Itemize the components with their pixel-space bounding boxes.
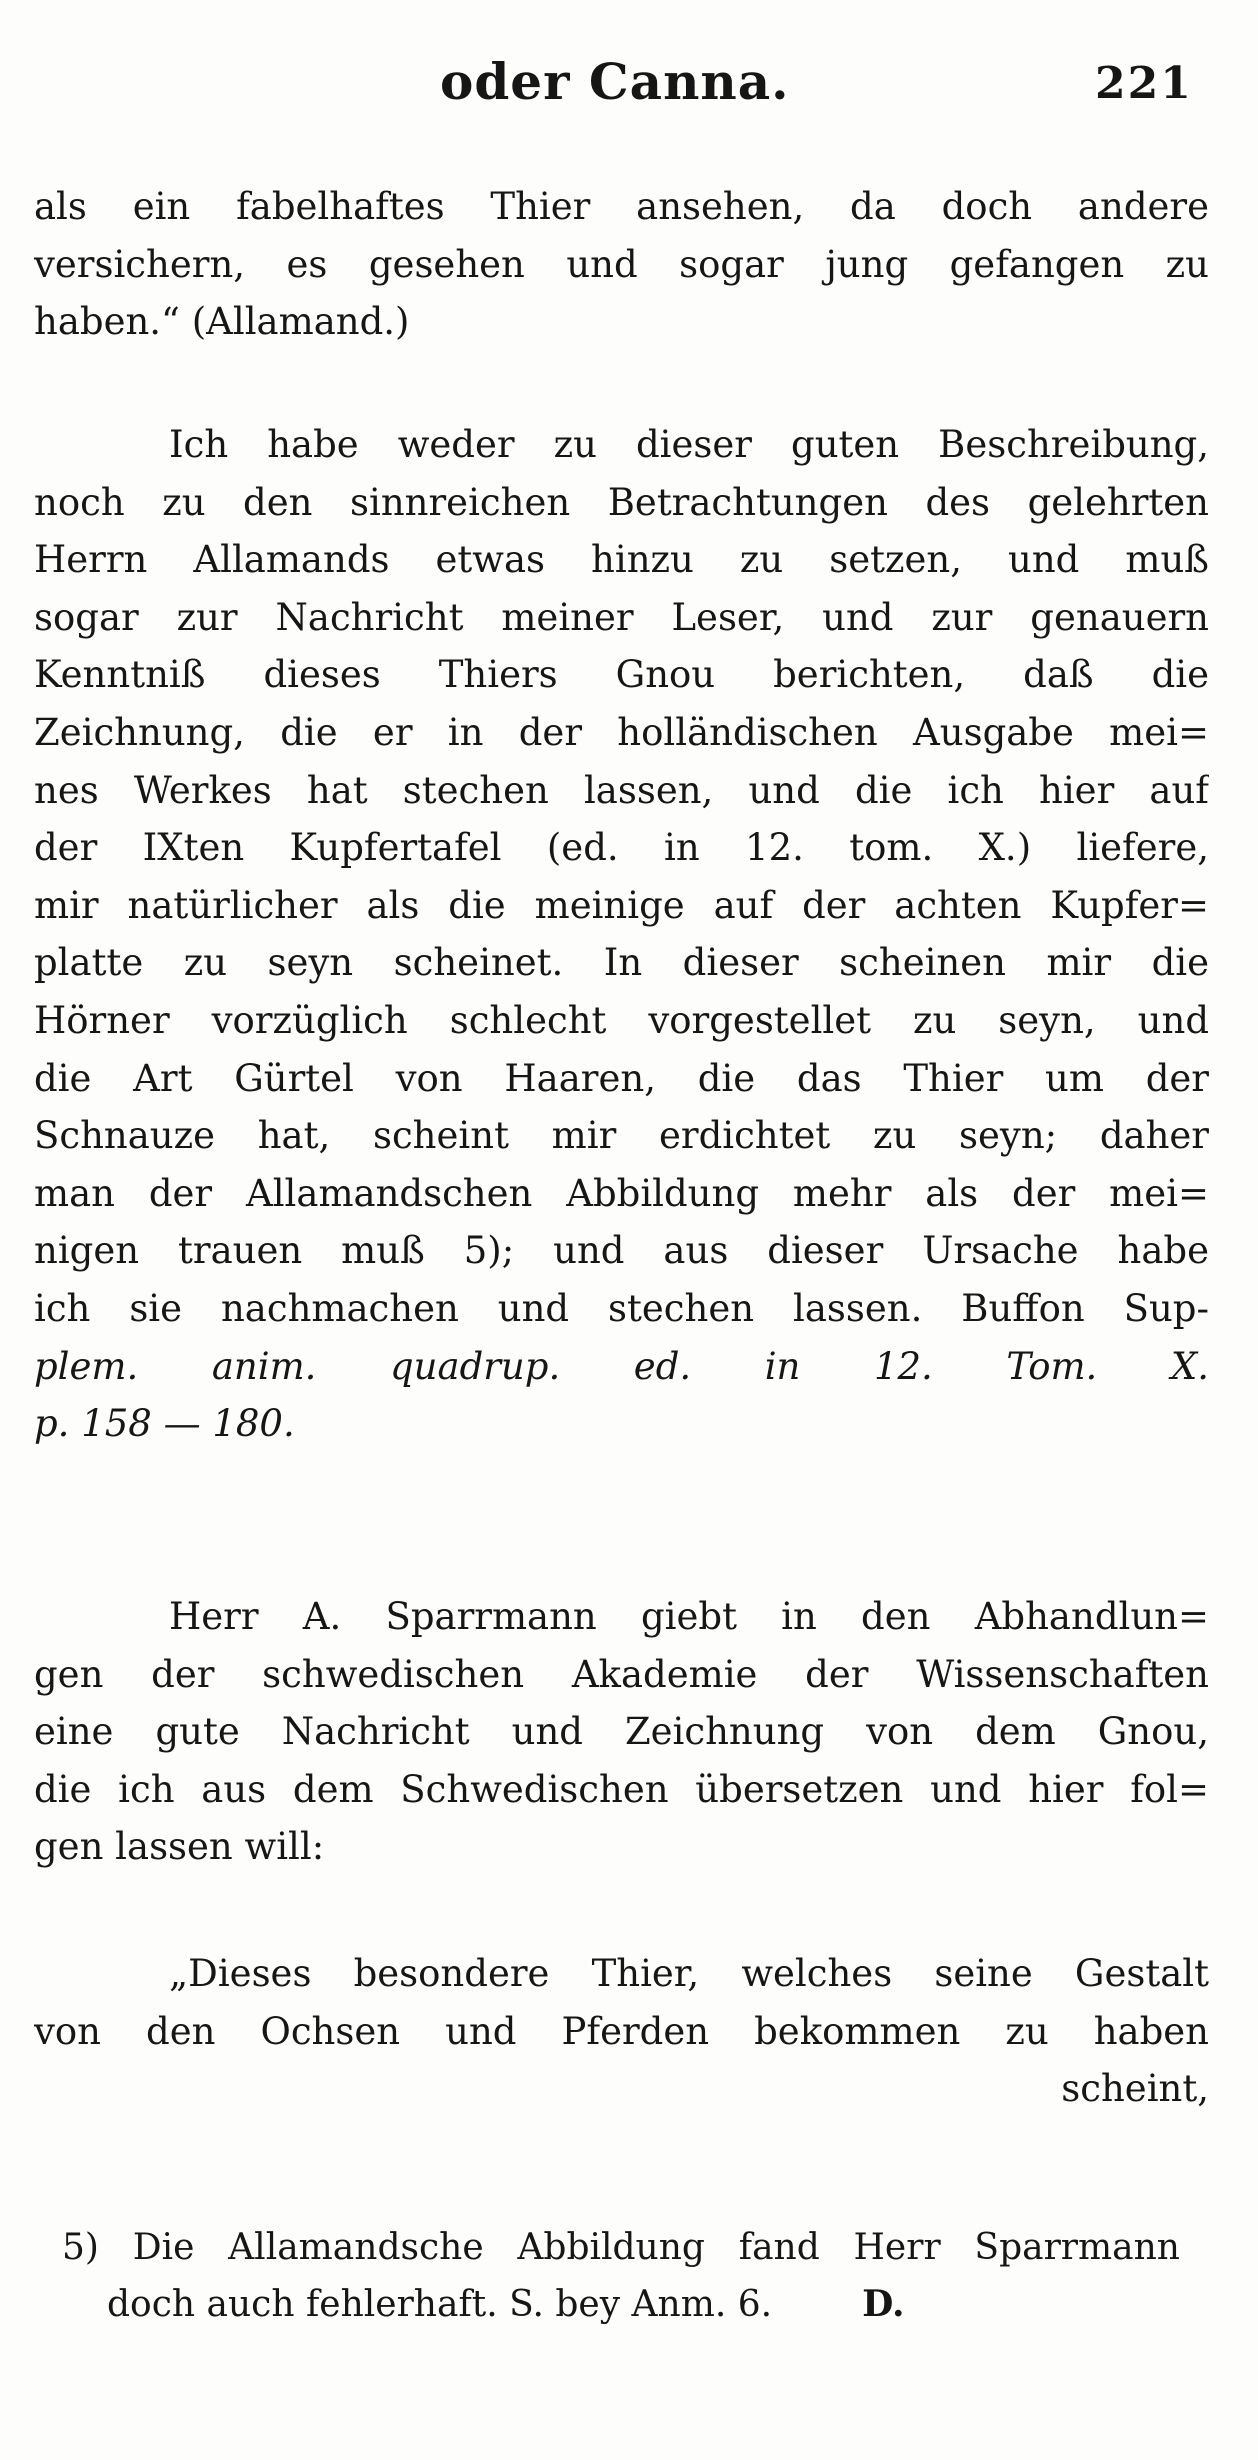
text-line: nigen trauen muß 5); und aus dieser Ursache habe [34, 1229, 1209, 1273]
text-line: „Dieses besondere Thier, welches seine Gestalt [169, 1952, 1209, 1995]
paragraph-3 [34, 1588, 1209, 1876]
text-line: versichern, es gesehen und sogar jung gefangen zu [34, 242, 1209, 286]
paragraph-4 [34, 1945, 1209, 2118]
footnote-line: 5) Die Allamandsche Abbildung fand Herr Sparrmann [62, 2227, 1180, 2268]
text-line: gen der schwedischen Akademie der Wissenschaften [34, 1652, 1209, 1696]
text-line: eine gute Nachricht und Zeichnung von dem Gnou, [34, 1710, 1209, 1754]
text-line: Ich habe weder zu dieser guten Beschreibung, [169, 423, 1209, 466]
text-line: noch zu den sinnreichen Betrachtungen des gelehrten [34, 480, 1209, 524]
text-line: p. 158 — 180. [34, 1402, 295, 1446]
paragraph-2 [34, 416, 1209, 1453]
text-line: haben.“ (Allamand.) [34, 300, 410, 344]
text-line: Herr A. Sparrmann giebt in den Abhandlun= [169, 1595, 1209, 1638]
text-line: als ein fabelhaftes Thier ansehen, da doch andere [34, 185, 1209, 228]
text-line: die ich aus dem Schwedischen übersetzen und hier fol= [34, 1767, 1209, 1811]
text-line: nes Werkes hat stechen lassen, und die ich hier auf [34, 768, 1209, 812]
text-line: der IXten Kupfertafel (ed. in 12. tom. X.) liefere, [34, 826, 1209, 870]
text-line: Herrn Allamands etwas hinzu zu setzen, und muß [34, 538, 1209, 582]
text-line: ich sie nachmachen und stechen lassen. Buffon Sup- [34, 1286, 1209, 1330]
text-line: gen lassen will: [34, 1825, 325, 1869]
page-number: 221 [1095, 58, 1193, 109]
paragraph-1 [34, 178, 1209, 351]
text-line: scheint, [1061, 2067, 1209, 2111]
footnote-line [62, 2276, 1180, 2332]
text-line: Zeichnung, die er in der holländischen Ausgabe mei= [34, 710, 1209, 754]
page-header [0, 52, 1258, 132]
text-line: platte zu seyn scheinet. In dieser scheinen mir die [34, 941, 1209, 985]
text-line: die Art Gürtel von Haaren, die das Thier um der [34, 1056, 1209, 1100]
text-line: von den Ochsen und Pferden bekommen zu haben [34, 2009, 1209, 2053]
footnote [62, 2220, 1180, 2332]
text-line: sogar zur Nachricht meiner Leser, und zur genauern [34, 595, 1209, 639]
footnote-text: doch auch fehlerhaft. S. bey Anm. 6. [107, 2284, 773, 2325]
footnote-signature: D. [862, 2283, 905, 2325]
text-line: man der Allamandschen Abbildung mehr als der mei= [34, 1171, 1209, 1215]
text-line: mir natürlicher als die meinige auf der achten Kupfer= [34, 883, 1209, 927]
text-line: Hörner vorzüglich schlecht vorgestellet zu seyn, und [34, 998, 1209, 1042]
text-line: plem. anim. quadrup. ed. in 12. Tom. X. [34, 1344, 1209, 1388]
text-line: Kenntniß dieses Thiers Gnou berichten, daß die [34, 653, 1209, 697]
text-line: Schnauze hat, scheint mir erdichtet zu seyn; daher [34, 1114, 1209, 1158]
running-title: oder Canna. [440, 52, 790, 111]
